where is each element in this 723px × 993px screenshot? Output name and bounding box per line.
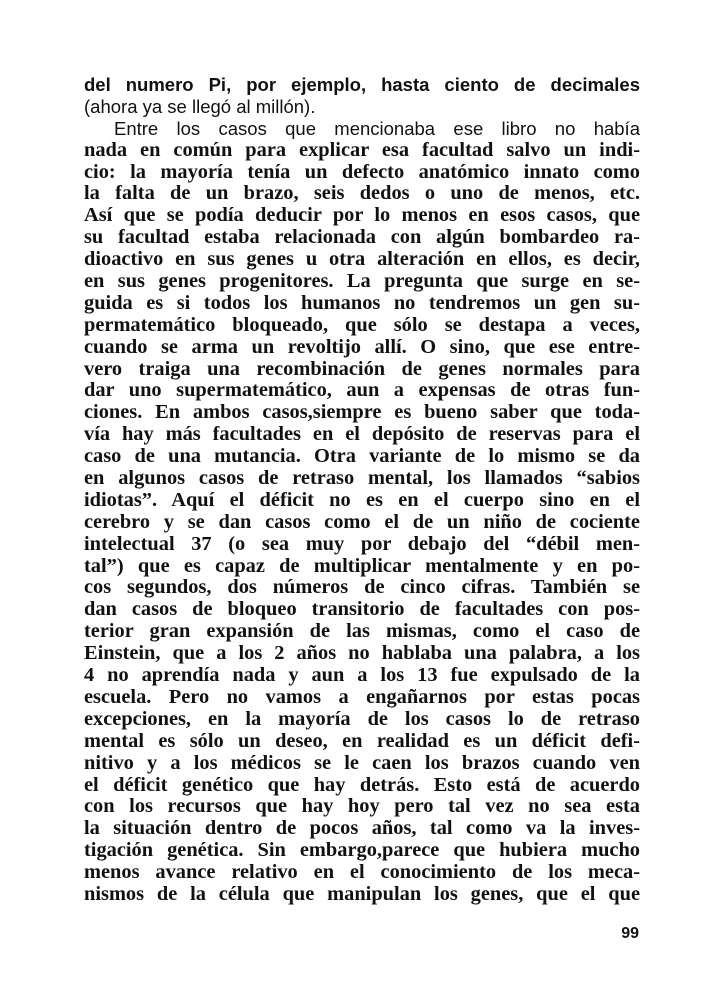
text-line: cerebro y se dan casos como el de un niño de cociente [84, 511, 640, 533]
text-line: Así que se podía deducir por lo menos en esos casos, que [84, 205, 640, 227]
text-line: nada en común para explicar esa facultad salvo un indi- [84, 139, 640, 161]
text-line: terior gran expansión de las mismas, como el caso de [84, 621, 640, 643]
text-line: la situación dentro de pocos años, tal como va la inves- [84, 818, 640, 840]
text-line: cos segundos, dos números de cinco cifras. También se [84, 577, 640, 599]
text-line: tigación genética. Sin embargo,parece que hubiera mucho [84, 840, 640, 862]
text-line: ciones. En ambos casos,siempre es bueno saber que toda- [84, 402, 640, 424]
text-line: su facultad estaba relacionada con algún bombardeo ra- [84, 227, 640, 249]
text-line: cuando se arma un revoltijo allí. O sino, que ese entre- [84, 336, 640, 358]
text-line: con los recursos que hay hoy pero tal vez no sea esta [84, 796, 640, 818]
text-line: dan casos de bloqueo transitorio de facultades con pos- [84, 599, 640, 621]
body-text [84, 74, 640, 906]
text-line: en algunos casos de retraso mental, los llamados “sabios [84, 468, 640, 490]
text-line: intelectual 37 (o sea muy por debajo del “débil men- [84, 533, 640, 555]
page-number: 99 [621, 925, 639, 942]
text-line: (ahora ya se llegó al millón). [84, 95, 316, 117]
text-line: Entre los casos que mencionaba ese libro no había [114, 117, 640, 139]
text-line: guida es si todos los humanos no tendremos un gen su- [84, 292, 640, 314]
text-line: escuela. Pero no vamos a engañarnos por estas pocas [84, 686, 640, 708]
text-line: menos avance relativo en el conocimiento de los meca- [84, 862, 640, 884]
text-line: nitivo y a los médicos se le caen los brazos cuando ven [84, 752, 640, 774]
text-line: caso de una mutancia. Otra variante de lo mismo se da [84, 446, 640, 468]
text-line: excepciones, en la mayoría de los casos lo de retraso [84, 708, 640, 730]
text-line: permatemático bloqueado, que sólo se destapa a veces, [84, 314, 640, 336]
text-line: vero traiga una recombinación de genes normales para [84, 358, 640, 380]
text-line: del numero Pi, por ejemplo, hasta ciento de decimales [84, 74, 640, 95]
text-line: Einstein, que a los 2 años no hablaba una palabra, a los [84, 643, 640, 665]
text-line: vía hay más facultades en el depósito de reservas para el [84, 424, 640, 446]
text-line: dioactivo en sus genes u otra alteración en ellos, es decir, [84, 249, 640, 271]
text-line: nismos de la célula que manipulan los genes, que el que [84, 883, 640, 905]
text-line: el déficit genético que hay detrás. Esto está de acuerdo [84, 774, 640, 796]
text-line: la falta de un brazo, seis dedos o uno de menos, etc. [84, 183, 640, 205]
text-line: idiotas”. Aquí el déficit no es en el cuerpo sino en el [84, 489, 640, 511]
text-line: tal”) que es capaz de multiplicar mentalmente y en po- [84, 555, 640, 577]
text-line: 4 no aprendía nada y aun a los 13 fue expulsado de la [84, 665, 640, 687]
text-line: en sus genes progenitores. La pregunta que surge en se- [84, 271, 640, 293]
text-line: dar uno supermatemático, aun a expensas de otras fun- [84, 380, 640, 402]
text-line: mental es sólo un deseo, en realidad es un déficit defi- [84, 730, 640, 752]
text-line: cio: la mayoría tenía un defecto anatómico innato como [84, 161, 640, 183]
